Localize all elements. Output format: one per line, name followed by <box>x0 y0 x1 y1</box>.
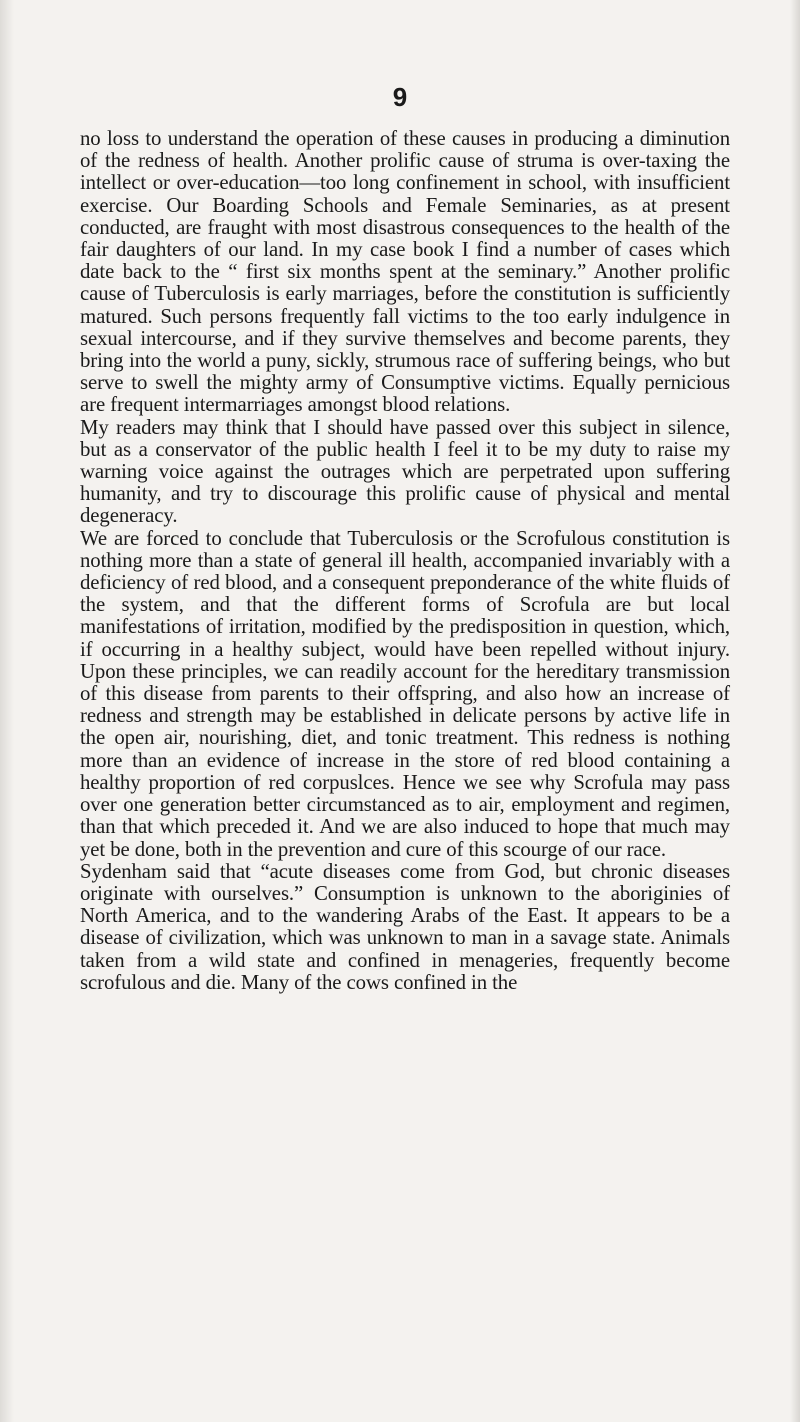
page-edge-shadow-left <box>0 0 14 1422</box>
page-edge-shadow-right <box>790 0 800 1422</box>
page-number: 9 <box>392 82 408 112</box>
paragraph-3 <box>80 528 730 861</box>
paragraph-4 <box>80 861 730 994</box>
paragraph-1-text: of struma is over-taxing the intellect or over-education—too long confinement in school, with insufficient exercise. Our Boarding Schools and Female Seminaries, as at present conducted, are fraught with most disastrous consequences to the health of the fair daughters of our land. In my case book I find a number of cases which date back to the “ first six months spent at the seminary.” Another prolific cause of Tuberculosis is early marriages, before the constitution is sufficiently matured. Such persons frequently fall victims to the too early indulgence in sexual intercourse, and if they survive themselves and become parents, they bring into the world a puny, sickly, strumous race of suffering beings, who but serve to swell the mighty army of Consumptive victims. Equally pernicious are frequent intermarriages amongst blood relations. <box>80 149 730 417</box>
body-text <box>80 128 730 994</box>
paragraph-1-lead: no loss to understand the operation of these causes in producing a diminution of the redness of health. Another prolific cause <box>80 127 730 173</box>
paragraph-3-text: We are forced to conclude that Tuberculosis or the Scrofulous constitution is nothing more than a state of general ill health, accompanied invariably with a deficiency of red blood, and a consequent preponderance of the white fluids of the system, and that the different forms of Scrofula are but local manifestations of irritation, modified by the predisposition in question, which, if occurring in a healthy subject, would have been repelled without injury. Upon these principles, we can readily account for the hereditary transmission of this disease from parents to their offspring, and also how an increase of redness and strength may be established in delicate persons by active life in the open air, nourishing, diet, and tonic treatment. This redness is nothing more than an evidence of increase in the store of red blood containing a healthy proportion of red corpuslces. Hence we see why Scrofula may pass over one generation better circumstanced as to air, employment and regimen, than that which preceded it. And we are also induced to hope that much may yet be done, both in the prevention and cure of this scourge of our race. <box>80 526 730 861</box>
paragraph-4-text: Sydenham said that “acute diseases come from God, but chronic diseases originate with ourselves.” Consumption is unknown to the aboriginies of North America, and to the wandering Arabs of the East. It appears to be a disease of civilization, which was unknown to man in a savage state. Animals taken from a wild state and confined in menageries, frequently become scrofulous and die. Many of the cows confined in the <box>80 859 730 994</box>
paragraph-1 <box>80 128 730 417</box>
paragraph-2 <box>80 417 730 528</box>
paragraph-2-text: My readers may think that I should have passed over this subject in silence, but as a conservator of the public health I feel it to be my duty to raise my warning voice against the outrages which are perpetrated upon suffering humanity, and try to discourage this prolific cause of physical and mental degeneracy. <box>80 415 730 528</box>
